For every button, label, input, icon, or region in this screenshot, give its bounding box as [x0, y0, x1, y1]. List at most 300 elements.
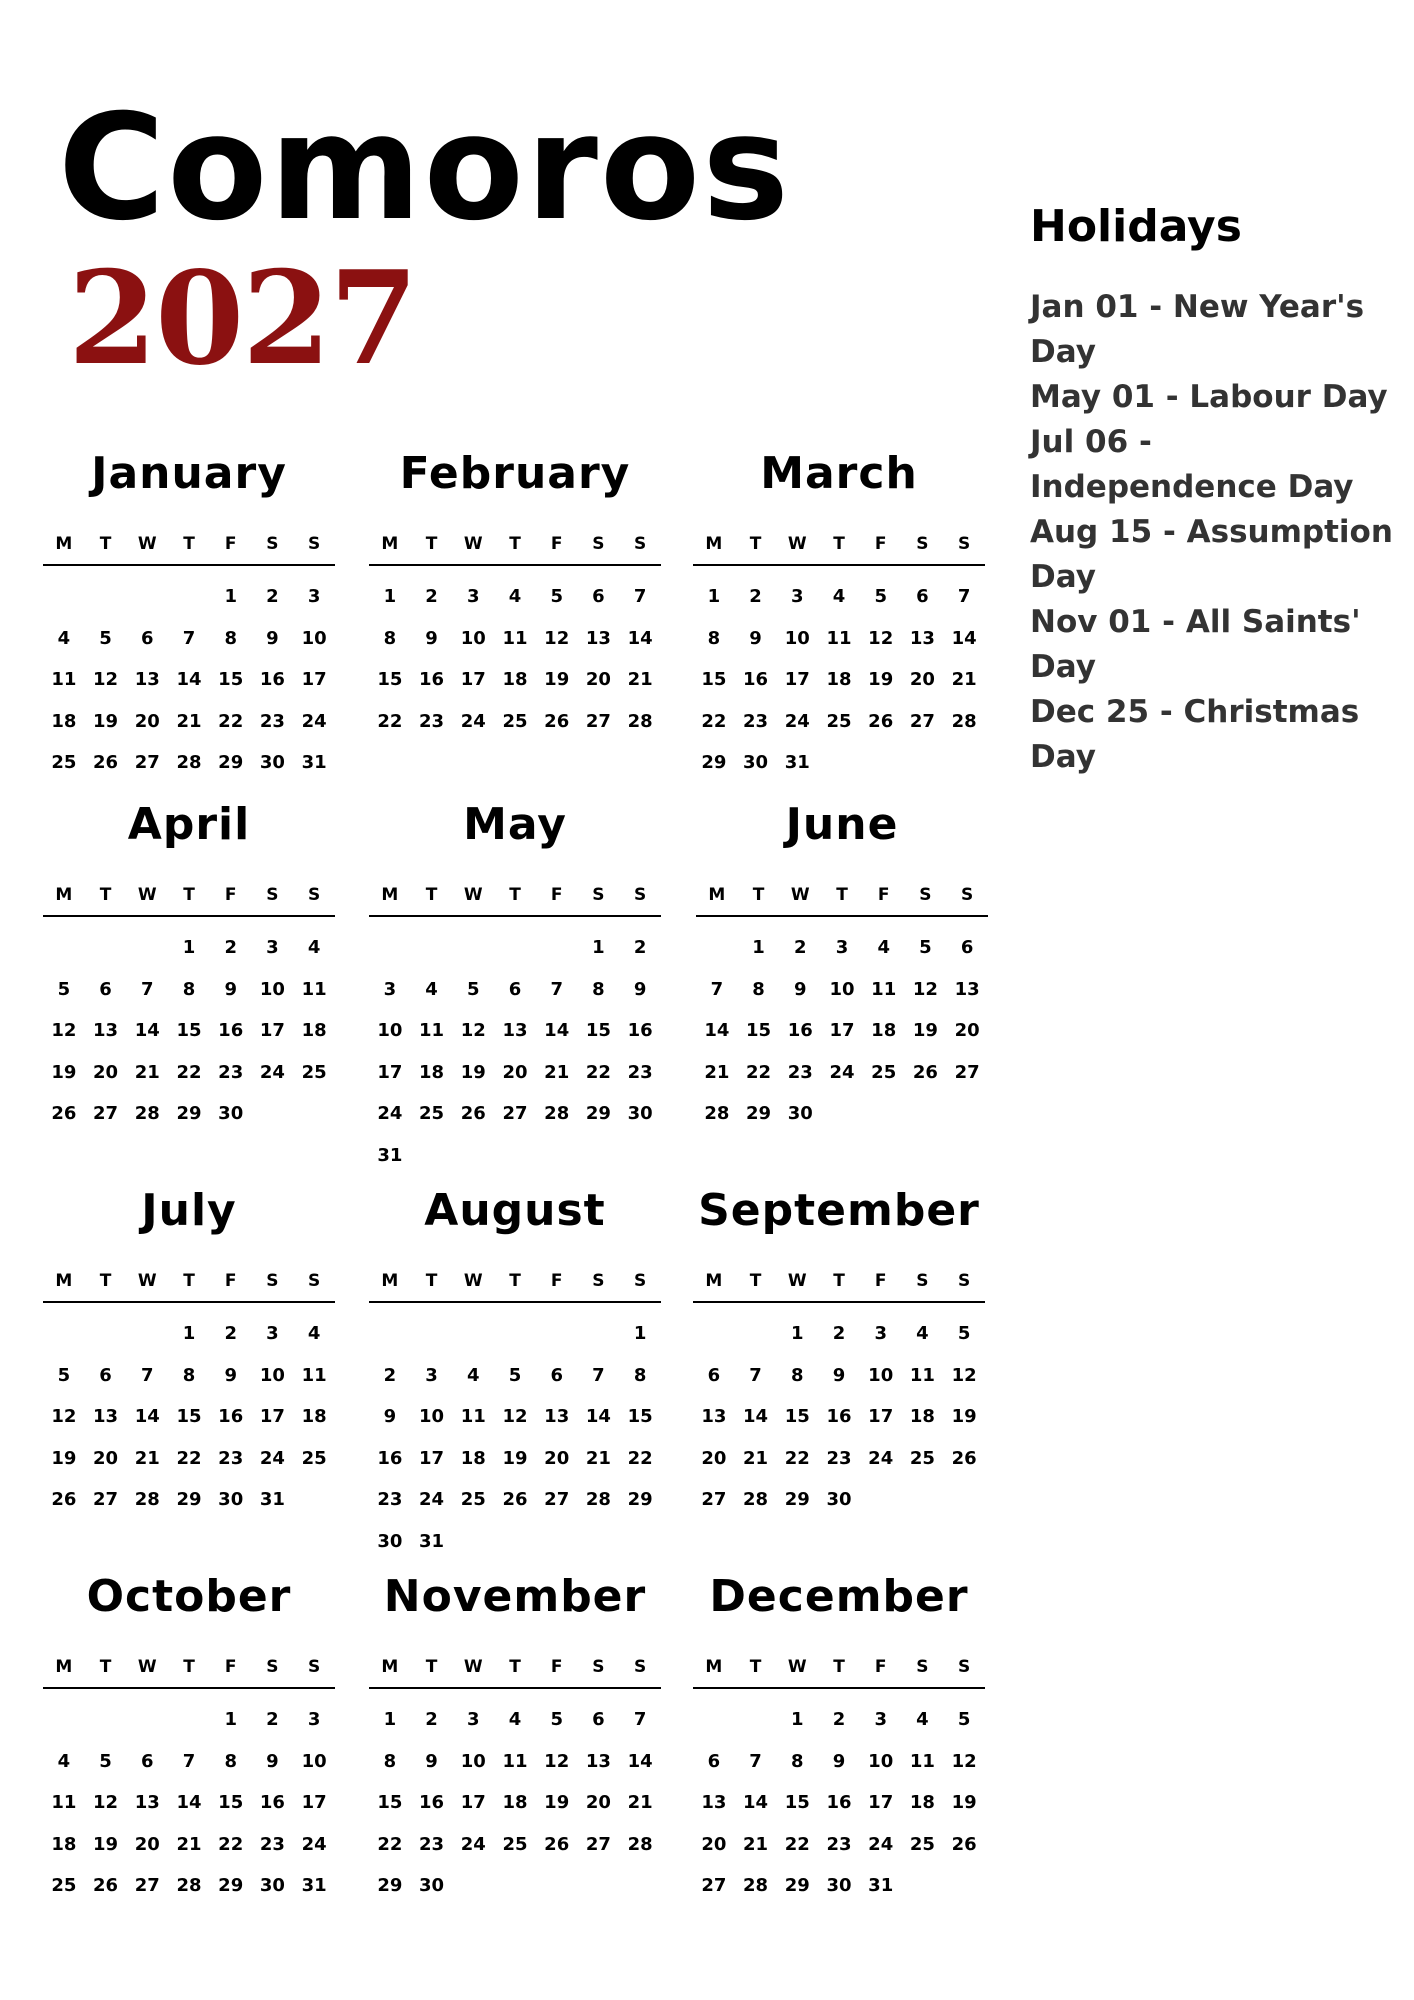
- day-cell: 14: [704, 1020, 730, 1041]
- day-cell: 27: [585, 710, 611, 732]
- day-cell: 1: [383, 1709, 397, 1730]
- day-cell: 15: [176, 1406, 202, 1427]
- day-cell: 2: [224, 937, 237, 958]
- day-cell: 4: [508, 1709, 522, 1730]
- day-cell: 14: [951, 627, 977, 649]
- day-cell: 18: [419, 1061, 445, 1083]
- day-cell: 4: [307, 937, 321, 958]
- day-cell: 30: [419, 1875, 445, 1896]
- day-cell: 10: [460, 627, 486, 649]
- day-grid: [693, 1303, 985, 1521]
- empty-day-cell: [693, 1699, 735, 1741]
- day-cell: 16: [419, 1792, 445, 1813]
- day-cell: 6: [99, 978, 112, 1000]
- day-cell: 14: [743, 1406, 769, 1427]
- day-cell: 4: [425, 978, 438, 1000]
- day-cell: 9: [224, 1364, 237, 1386]
- day-cell: 20: [701, 1833, 727, 1855]
- day-cell: 6: [141, 627, 154, 649]
- day-cell: 15: [746, 1020, 772, 1041]
- weekday-label: S: [961, 885, 974, 905]
- day-cell: 18: [909, 1406, 935, 1427]
- day-cell: 10: [301, 1750, 327, 1772]
- weekday-header: [43, 885, 335, 917]
- holiday-item: May 01 - Labour Day: [1030, 379, 1388, 415]
- weekday-label: F: [874, 534, 887, 554]
- day-cell: 22: [746, 1061, 772, 1083]
- day-cell: 22: [176, 1061, 202, 1083]
- day-cell: 12: [544, 627, 570, 649]
- day-cell: 21: [176, 710, 202, 732]
- day-cell: 16: [377, 1447, 403, 1469]
- day-cell: 5: [508, 1364, 522, 1386]
- weekday-label: M: [55, 885, 73, 905]
- day-cell: 9: [794, 978, 807, 1000]
- day-cell: 10: [829, 978, 855, 1000]
- day-cell: 2: [425, 586, 438, 607]
- empty-day-cell: [411, 927, 453, 969]
- day-cell: 25: [460, 1489, 486, 1510]
- day-cell: 25: [301, 1061, 327, 1083]
- day-cell: 6: [707, 1364, 721, 1386]
- weekday-label: S: [308, 534, 321, 554]
- day-cell: 31: [419, 1530, 445, 1552]
- day-cell: 3: [307, 1709, 321, 1730]
- day-cell: 11: [301, 1364, 327, 1386]
- day-cell: 16: [259, 669, 285, 690]
- day-cell: 10: [784, 627, 810, 649]
- day-cell: 8: [182, 1364, 196, 1386]
- weekday-label: S: [266, 1271, 279, 1291]
- day-cell: 2: [266, 586, 279, 607]
- day-cell: 20: [134, 710, 160, 732]
- day-cell: 24: [259, 1061, 285, 1083]
- day-cell: 11: [301, 978, 327, 1000]
- day-cell: 24: [419, 1489, 445, 1510]
- day-cell: 4: [877, 937, 890, 958]
- page-title: Comoros: [58, 83, 792, 253]
- weekday-label: M: [381, 885, 399, 905]
- day-cell: 12: [460, 1020, 486, 1041]
- day-cell: 12: [912, 978, 938, 1000]
- weekday-label: M: [381, 1271, 399, 1291]
- day-cell: 7: [182, 1750, 196, 1772]
- day-cell: 13: [954, 978, 980, 1000]
- weekday-label: S: [634, 534, 647, 554]
- day-cell: 24: [259, 1447, 285, 1469]
- weekday-label: F: [224, 885, 237, 905]
- month-name: January: [91, 448, 287, 499]
- day-cell: 6: [592, 1709, 605, 1730]
- day-cell: 17: [259, 1020, 285, 1041]
- day-cell: 8: [224, 627, 237, 649]
- day-cell: 8: [383, 627, 397, 649]
- day-cell: 3: [266, 937, 279, 958]
- empty-day-cell: [578, 1313, 620, 1355]
- weekday-label: T: [833, 1271, 845, 1291]
- day-cell: 17: [377, 1061, 403, 1083]
- day-cell: 21: [743, 1833, 769, 1855]
- day-cell: 16: [218, 1406, 244, 1427]
- day-cell: 23: [259, 710, 285, 732]
- empty-day-cell: [126, 927, 168, 969]
- weekday-label: M: [381, 534, 399, 554]
- day-cell: 27: [502, 1103, 528, 1124]
- day-grid: [696, 917, 988, 1135]
- weekday-header: [693, 1271, 985, 1303]
- day-cell: 19: [93, 1833, 119, 1855]
- day-cell: 12: [951, 1364, 977, 1386]
- day-cell: 14: [134, 1020, 160, 1041]
- day-cell: 26: [51, 1103, 77, 1124]
- weekday-label: S: [916, 1271, 929, 1291]
- month-november: [369, 1569, 661, 1907]
- empty-day-cell: [126, 1313, 168, 1355]
- day-cell: 19: [868, 669, 894, 690]
- day-cell: 5: [57, 1364, 71, 1386]
- day-cell: 9: [425, 1750, 438, 1772]
- weekday-label: T: [833, 1657, 845, 1677]
- day-cell: 31: [784, 752, 810, 773]
- month-may: [369, 797, 661, 1176]
- weekday-header: [693, 534, 985, 566]
- empty-day-cell: [536, 927, 578, 969]
- month-name: July: [141, 1185, 237, 1236]
- weekday-label: M: [381, 1657, 399, 1677]
- day-cell: 14: [134, 1406, 160, 1427]
- weekday-label: M: [705, 534, 723, 554]
- weekday-label: W: [463, 1657, 483, 1677]
- day-cell: 22: [377, 710, 403, 732]
- day-cell: 30: [259, 1875, 285, 1896]
- day-cell: 23: [218, 1061, 244, 1083]
- day-cell: 14: [743, 1792, 769, 1813]
- day-cell: 1: [633, 1323, 647, 1344]
- weekday-label: T: [99, 885, 112, 905]
- weekday-header: [369, 1657, 661, 1689]
- day-cell: 21: [627, 1792, 653, 1813]
- day-grid: [369, 1689, 661, 1907]
- weekday-label: T: [509, 885, 521, 905]
- day-cell: 16: [627, 1020, 653, 1041]
- day-cell: 7: [633, 586, 647, 607]
- day-cell: 25: [51, 1875, 77, 1896]
- holiday-list: [1030, 285, 1400, 780]
- day-cell: 27: [954, 1061, 980, 1083]
- day-cell: 28: [743, 1489, 769, 1510]
- day-cell: 7: [633, 1709, 647, 1730]
- day-cell: 23: [259, 1833, 285, 1855]
- day-cell: 3: [425, 1364, 438, 1386]
- day-cell: 13: [502, 1020, 528, 1041]
- weekday-label: W: [137, 1657, 157, 1677]
- day-cell: 21: [134, 1447, 160, 1469]
- day-cell: 15: [218, 1792, 244, 1813]
- day-cell: 1: [791, 1323, 804, 1344]
- day-cell: 25: [51, 752, 77, 773]
- day-cell: 21: [544, 1061, 570, 1083]
- day-cell: 29: [784, 1489, 810, 1510]
- weekday-label: M: [708, 885, 726, 905]
- empty-day-cell: [85, 927, 127, 969]
- day-cell: 6: [141, 1750, 154, 1772]
- day-cell: 29: [701, 752, 727, 773]
- month-name: October: [86, 1571, 292, 1622]
- day-cell: 6: [550, 1364, 563, 1386]
- day-cell: 3: [835, 937, 849, 958]
- empty-day-cell: [168, 1699, 210, 1741]
- day-cell: 2: [266, 1709, 279, 1730]
- day-cell: 25: [502, 710, 528, 732]
- weekday-label: T: [833, 534, 845, 554]
- day-cell: 8: [383, 1750, 397, 1772]
- day-cell: 8: [791, 1364, 804, 1386]
- day-cell: 26: [460, 1103, 486, 1124]
- day-cell: 30: [259, 752, 285, 773]
- day-cell: 5: [99, 1750, 112, 1772]
- weekday-label: S: [958, 1657, 971, 1677]
- day-cell: 16: [743, 669, 769, 690]
- day-cell: 5: [467, 978, 480, 1000]
- weekday-label: T: [749, 1271, 762, 1291]
- day-cell: 4: [916, 1323, 929, 1344]
- day-cell: 26: [951, 1833, 977, 1855]
- day-cell: 5: [57, 978, 71, 1000]
- day-cell: 25: [301, 1447, 327, 1469]
- day-cell: 10: [301, 627, 327, 649]
- day-cell: 29: [218, 752, 244, 773]
- day-cell: 26: [912, 1061, 938, 1083]
- day-cell: 15: [784, 1406, 810, 1427]
- day-cell: 18: [502, 669, 528, 690]
- day-cell: 29: [784, 1875, 810, 1896]
- day-cell: 21: [627, 669, 653, 690]
- empty-day-cell: [452, 927, 494, 969]
- month-april: [43, 797, 335, 1135]
- weekday-label: F: [874, 1657, 887, 1677]
- day-cell: 20: [134, 1833, 160, 1855]
- day-grid: [369, 917, 661, 1176]
- day-cell: 16: [787, 1020, 813, 1041]
- weekday-header: [43, 1271, 335, 1303]
- day-cell: 17: [419, 1447, 445, 1469]
- day-cell: 3: [791, 586, 804, 607]
- day-cell: 6: [916, 586, 929, 607]
- empty-day-cell: [494, 927, 536, 969]
- weekday-label: S: [592, 885, 605, 905]
- weekday-label: T: [509, 534, 521, 554]
- weekday-label: W: [137, 534, 157, 554]
- day-cell: 4: [57, 1750, 71, 1772]
- day-cell: 2: [425, 1709, 438, 1730]
- weekday-label: T: [99, 1271, 112, 1291]
- day-cell: 26: [868, 710, 894, 732]
- day-cell: 15: [585, 1020, 611, 1041]
- day-cell: 10: [460, 1750, 486, 1772]
- month-name: August: [424, 1185, 606, 1236]
- day-cell: 22: [176, 1447, 202, 1469]
- day-cell: 12: [51, 1406, 77, 1427]
- weekday-label: W: [463, 885, 483, 905]
- weekday-label: W: [787, 534, 807, 554]
- day-cell: 25: [871, 1061, 897, 1083]
- day-cell: 27: [585, 1833, 611, 1855]
- day-cell: 4: [916, 1709, 929, 1730]
- day-cell: 20: [954, 1020, 980, 1041]
- day-cell: 3: [307, 586, 321, 607]
- day-cell: 3: [467, 586, 480, 607]
- day-cell: 20: [701, 1447, 727, 1469]
- day-cell: 28: [585, 1489, 611, 1510]
- day-cell: 23: [377, 1489, 403, 1510]
- day-cell: 29: [627, 1489, 653, 1510]
- empty-day-cell: [536, 1313, 578, 1355]
- day-cell: 28: [544, 1103, 570, 1124]
- day-cell: 15: [627, 1406, 653, 1427]
- holiday-item: Nov 01 - All Saints' Day: [1030, 604, 1361, 685]
- day-cell: 2: [224, 1323, 237, 1344]
- day-cell: 8: [633, 1364, 647, 1386]
- day-cell: 29: [176, 1103, 202, 1124]
- day-cell: 9: [425, 627, 438, 649]
- day-cell: 25: [909, 1447, 935, 1469]
- day-cell: 31: [868, 1875, 894, 1896]
- day-cell: 1: [224, 586, 237, 607]
- day-cell: 17: [259, 1406, 285, 1427]
- month-october: [43, 1569, 335, 1907]
- day-cell: 22: [784, 1447, 810, 1469]
- day-cell: 24: [377, 1103, 403, 1124]
- day-cell: 30: [743, 752, 769, 773]
- day-cell: 30: [377, 1530, 403, 1552]
- day-cell: 30: [218, 1489, 244, 1510]
- day-cell: 5: [550, 1709, 563, 1730]
- day-cell: 29: [377, 1875, 403, 1896]
- day-cell: 28: [951, 710, 977, 732]
- day-cell: 22: [585, 1061, 611, 1083]
- empty-day-cell: [696, 927, 738, 969]
- empty-day-cell: [85, 1699, 127, 1741]
- day-cell: 2: [633, 937, 647, 958]
- day-cell: 15: [701, 669, 727, 690]
- day-grid: [43, 1689, 335, 1907]
- empty-day-cell: [411, 1313, 453, 1355]
- day-cell: 14: [627, 1750, 653, 1772]
- weekday-label: S: [308, 1657, 321, 1677]
- day-cell: 2: [383, 1364, 397, 1386]
- month-march: [693, 446, 985, 784]
- day-cell: 17: [784, 669, 810, 690]
- day-cell: 9: [266, 627, 279, 649]
- day-cell: 27: [134, 1875, 160, 1896]
- day-cell: 21: [176, 1833, 202, 1855]
- day-cell: 14: [176, 1792, 202, 1813]
- weekday-label: T: [752, 885, 765, 905]
- day-cell: 23: [826, 1447, 852, 1469]
- month-name: March: [760, 448, 918, 499]
- weekday-label: T: [183, 1657, 195, 1677]
- day-cell: 5: [957, 1709, 971, 1730]
- day-cell: 13: [134, 1792, 160, 1813]
- day-cell: 17: [460, 1792, 486, 1813]
- month-name: September: [698, 1185, 980, 1236]
- day-cell: 2: [794, 937, 807, 958]
- day-cell: 7: [550, 978, 563, 1000]
- day-cell: 13: [93, 1020, 119, 1041]
- day-cell: 29: [218, 1875, 244, 1896]
- weekday-label: F: [550, 885, 563, 905]
- day-cell: 1: [592, 937, 605, 958]
- day-cell: 27: [701, 1875, 727, 1896]
- weekday-label: M: [55, 534, 73, 554]
- month-name: April: [127, 799, 251, 850]
- day-cell: 31: [301, 1875, 327, 1896]
- empty-day-cell: [369, 927, 411, 969]
- day-cell: 26: [93, 752, 119, 773]
- day-cell: 28: [176, 1875, 202, 1896]
- weekday-label: S: [919, 885, 932, 905]
- weekday-label: S: [308, 885, 321, 905]
- day-grid: [693, 566, 985, 784]
- day-cell: 9: [383, 1406, 397, 1427]
- day-grid: [43, 917, 335, 1135]
- day-cell: 4: [307, 1323, 321, 1344]
- day-cell: 12: [502, 1406, 528, 1427]
- day-cell: 28: [627, 1833, 653, 1855]
- weekday-header: [369, 1271, 661, 1303]
- weekday-label: T: [99, 534, 112, 554]
- empty-day-cell: [43, 1313, 85, 1355]
- day-cell: 1: [752, 937, 765, 958]
- day-cell: 23: [419, 710, 445, 732]
- day-cell: 3: [874, 1323, 887, 1344]
- day-cell: 11: [871, 978, 897, 1000]
- day-cell: 13: [544, 1406, 570, 1427]
- day-cell: 11: [502, 627, 528, 649]
- day-cell: 15: [176, 1020, 202, 1041]
- day-cell: 11: [826, 627, 852, 649]
- day-cell: 19: [951, 1792, 977, 1813]
- day-cell: 19: [912, 1020, 938, 1041]
- day-cell: 22: [218, 1833, 244, 1855]
- day-cell: 3: [467, 1709, 480, 1730]
- day-cell: 10: [868, 1750, 894, 1772]
- day-cell: 24: [460, 1833, 486, 1855]
- empty-day-cell: [43, 927, 85, 969]
- day-cell: 6: [960, 937, 974, 958]
- day-cell: 2: [749, 586, 762, 607]
- weekday-label: F: [550, 1271, 563, 1291]
- empty-day-cell: [693, 1313, 735, 1355]
- weekday-label: T: [509, 1657, 521, 1677]
- weekday-label: S: [266, 885, 279, 905]
- weekday-label: S: [266, 534, 279, 554]
- day-cell: 16: [826, 1406, 852, 1427]
- day-cell: 12: [951, 1750, 977, 1772]
- holiday-item: Jan 01 - New Year's Day: [1030, 289, 1365, 370]
- weekday-label: T: [425, 534, 438, 554]
- weekday-label: S: [592, 1657, 605, 1677]
- weekday-label: T: [836, 885, 848, 905]
- day-cell: 18: [871, 1020, 897, 1041]
- day-cell: 6: [707, 1750, 721, 1772]
- day-cell: 28: [176, 752, 202, 773]
- day-cell: 19: [544, 669, 570, 690]
- day-cell: 11: [460, 1406, 486, 1427]
- weekday-label: W: [787, 1271, 807, 1291]
- day-cell: 12: [544, 1750, 570, 1772]
- weekday-label: W: [137, 885, 157, 905]
